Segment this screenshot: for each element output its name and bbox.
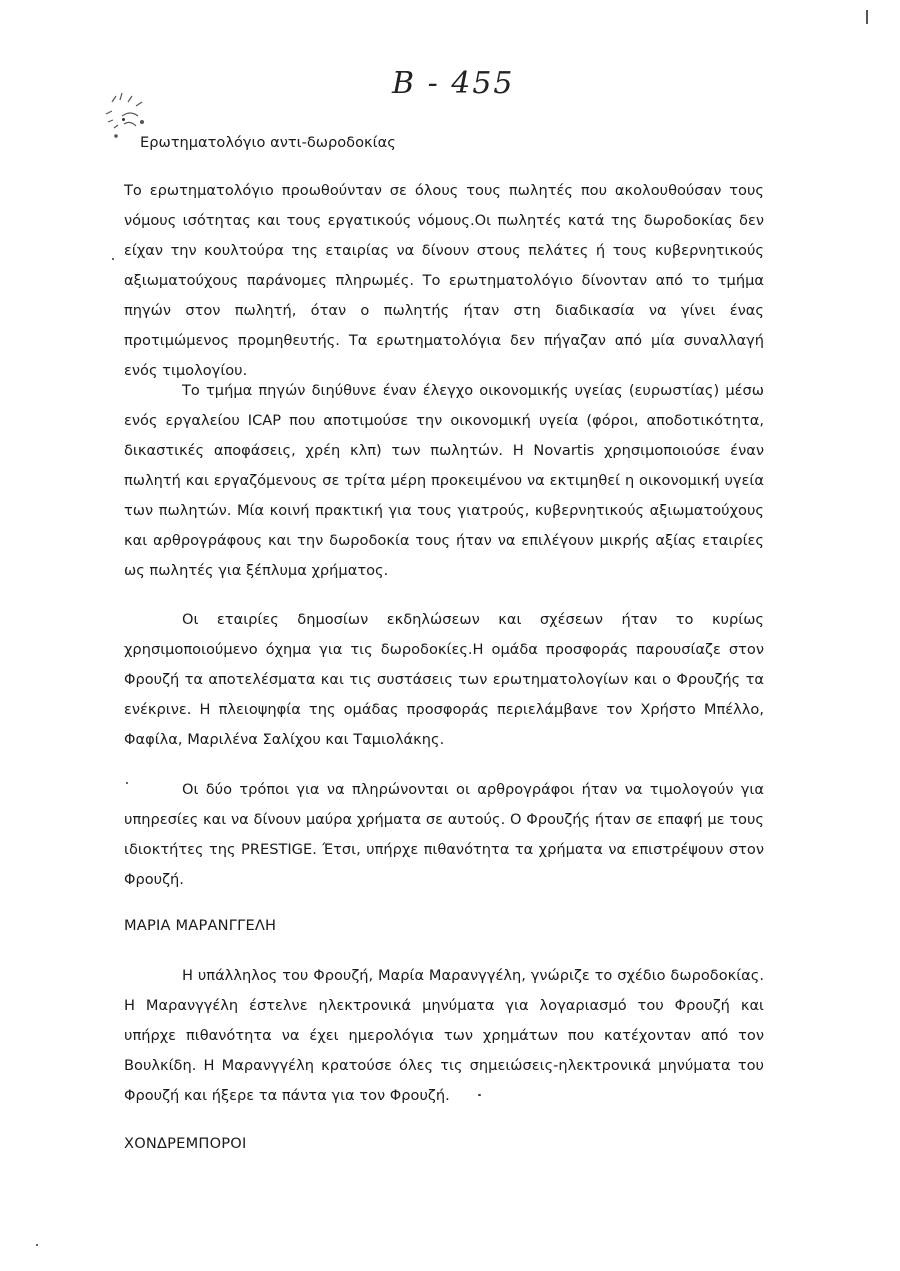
scan-speck (122, 118, 125, 121)
paragraph-1: Το ερωτηματολόγιο προωθούνταν σε όλους τους πωλητές που ακολουθούσαν τους νόμους ισότητας και τους εργατικούς νόμους.Οι πωλητές κατά της δωροδοκίας δεν είχαν την κουλτούρα της εταιρίας να δίνουν στους πελάτες ή τους κυβερνητικούς αξιωματούχους παράνομες πληρωμές. Το ερωτηματολόγιο δίνονταν από το τμήμα πηγών στον πωλητή, όταν ο πωλητής ήταν στη διαδικασία να γίνει ένας προτιμώμενος προμηθευτής. Τα ερωτηματολόγια δεν πήγαζαν από μία συναλλαγή ενός τιμολογίου. (124, 182, 764, 379)
paragraph-3: Οι εταιρίες δημοσίων εκδηλώσεων και σχέσεων ήταν το κυρίως χρησιμοποιούμενο όχημα για τις δωροδοκίες.Η ομάδα προσφοράς παρουσίαζε στον Φρουζή τα αποτελέσματα και τις συστάσεις των ερωτηματολογίων και ο Φρουζής τα ενέκρινε. Η πλειοψηφία της ομάδας προσφοράς περιελάμβανε τον Χρήστο Μπέλλο, Φαφίλα, Μαριλένα Σαλίχου και Ταμιολάκης. (124, 611, 764, 748)
scan-speck (36, 1244, 38, 1246)
paragraph-5: Η υπάλληλος του Φρουζή, Μαρία Μαρανγγέλη, γνώριζε το σχέδιο δωροδοκίας. Η Μαρανγγέλη έστελνε ηλεκτρονικά μηνύματα για λογαριασμό του Φρουζή και υπήρχε πιθανότητα να έχει ημερολόγια των χρημάτων που κατέχονταν από τον Βουλκίδη. Η Μαρανγγέλη κρατούσε όλες τις σημειώσεις-ηλεκτρονικά μηνύματα του Φρουζή και ήξερε τα πάντα για τον Φρουζή. (124, 967, 764, 1104)
section-heading-wholesalers: ΧΟΝΔΡΕΜΠΟΡΟΙ (124, 1135, 247, 1152)
section-heading-maria: ΜΑΡΙΑ ΜΑΡΑΝΓΓΕΛΗ (124, 917, 277, 934)
scan-speck (126, 782, 128, 784)
document-title: Ερωτηματολόγιο αντι-δωροδοκίας (140, 134, 396, 151)
scan-speck (478, 1094, 481, 1096)
paragraph-4: Οι δύο τρόποι για να πληρώνονται οι αρθρογράφοι ήταν να τιμολογούν για υπηρεσίες και να δίνουν μαύρα χρήματα σε αυτούς. Ο Φρουζής ήταν σε επαφή με τους ιδιοκτήτες της PRESTIGE. Έτσι, υπήρχε πιθανότητα τα χρήματα να επιστρέψουν στον Φρουζή. (124, 781, 764, 888)
scan-speck (112, 258, 114, 260)
paragraph-2: Το τμήμα πηγών διηύθυνε έναν έλεγχο οικονομικής υγείας (ευρωστίας) μέσω ενός εργαλείου ICAP που αποτιμούσε την οικονομική υγεία (φόροι, αποδοτικότητα, δικαστικές αποφάσεις, χρέη κλπ) των πωλητών. Η Novartis χρησιμοποιούσε έναν πωλητή και εργαζόμενους σε τρίτα μέρη προκειμένου να εκτιμηθεί η οικονομική υγεία των πωλητών. Μία κοινή πρακτική για τους γιατρούς, κυβερνητικούς αξιωματούχους και αρθρογράφους και την δωροδοκία τους ήταν να επιλέγουν μικρής αξίας εταιρίες ως πωλητές για ξέπλυμα χρήματος. (124, 382, 764, 579)
scan-edge-mark (866, 10, 868, 24)
handwritten-document-id: B - 455 (392, 66, 515, 101)
